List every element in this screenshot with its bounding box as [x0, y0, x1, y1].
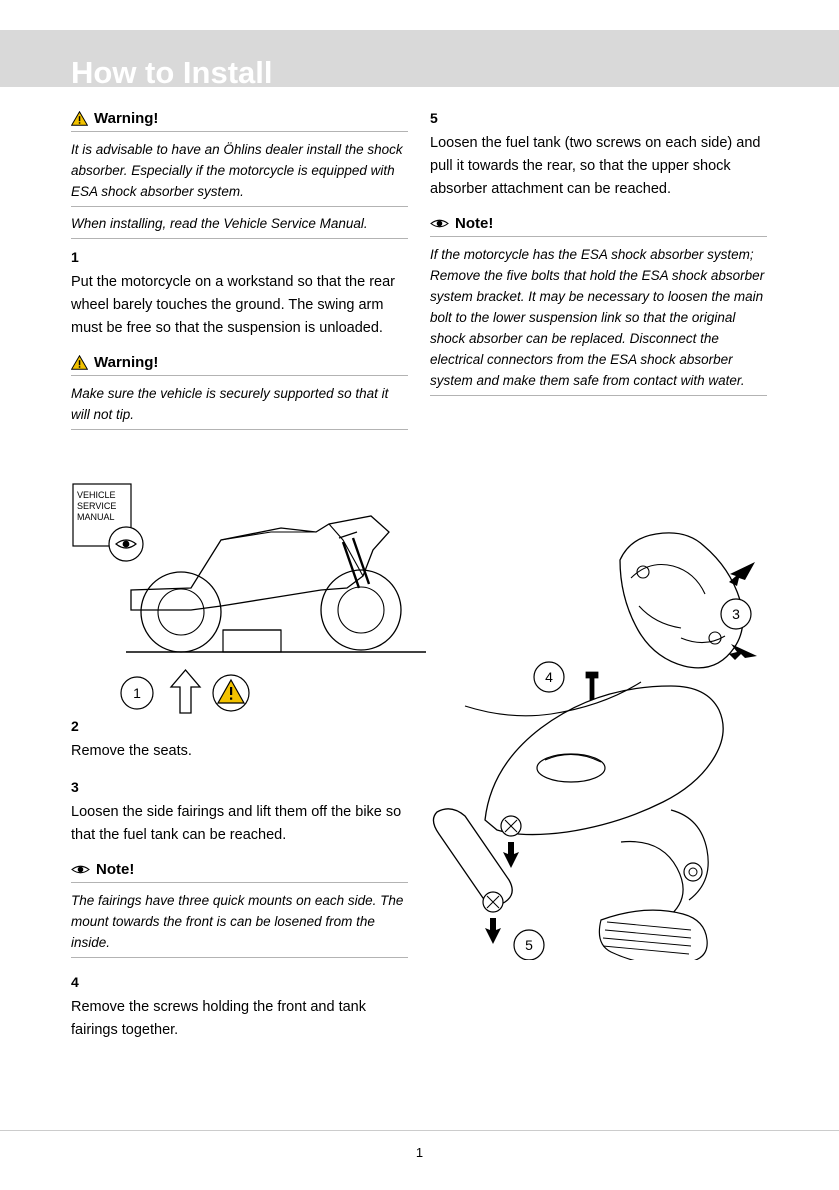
svg-text:SERVICE: SERVICE — [77, 501, 117, 511]
step-number-4: 4 — [71, 974, 79, 990]
divider — [71, 429, 408, 430]
step-number-2: 2 — [71, 718, 79, 734]
step-text-4: Remove the screws holding the front and tank fairings together. — [71, 999, 366, 1038]
note-label-2: Note! — [455, 215, 494, 232]
warning-label-1: Warning! — [94, 110, 159, 127]
figure-callouts-left — [118, 665, 318, 726]
right-column — [430, 110, 767, 402]
svg-text:4: 4 — [545, 669, 553, 685]
service-manual-note: When installing, read the Vehicle Service Manual. — [71, 216, 368, 231]
divider — [71, 206, 408, 207]
divider — [71, 375, 408, 376]
note-text-2: If the motorcycle has the ESA shock absorber system; Remove the five bolts that hold the ESA shock absorber system bracket. It may be necessary to loosen the main bolt to the lower suspension link so that the original shock absorber can be replaced. Disconnect the electrical connectors from the ESA shock absorber system and make them safe from contact with water. — [430, 247, 765, 388]
step-text-3: Loosen the side fairings and lift them off the bike so that the fuel tank can be reached. — [71, 804, 402, 843]
step-text-5: Loosen the fuel tank (two screws on each side) and pull it towards the rear, so that the upper shock absorber attachment can be reached. — [430, 135, 761, 197]
divider — [71, 238, 408, 239]
svg-text:5: 5 — [525, 937, 533, 953]
warning-heading-2 — [71, 354, 408, 373]
footer-divider — [0, 1130, 839, 1131]
warning-heading-1 — [71, 110, 408, 129]
step-number-5: 5 — [430, 110, 438, 126]
divider — [71, 957, 408, 958]
divider — [430, 236, 767, 237]
step-text-1: Put the motorcycle on a workstand so that the rear wheel barely touches the ground. The swing arm must be free so that the suspension is unloaded. — [71, 274, 395, 336]
note-heading-2 — [430, 215, 767, 234]
step-number-3: 3 — [71, 779, 79, 795]
divider — [71, 131, 408, 132]
note-label-1: Note! — [96, 861, 135, 878]
svg-text:VEHICLE: VEHICLE — [77, 490, 116, 500]
warning-label-2: Warning! — [94, 354, 159, 371]
left-column — [71, 110, 408, 436]
warning-text-1: It is advisable to have an Öhlins dealer install the shock absorber. Especially if the motorcycle is equipped with ESA shock absorber system. — [71, 142, 403, 199]
svg-text:MANUAL: MANUAL — [77, 512, 115, 522]
warning-triangle-icon — [71, 111, 88, 126]
svg-text:1: 1 — [133, 685, 141, 701]
eye-icon — [430, 217, 449, 230]
warning-triangle-icon — [71, 355, 88, 370]
note-heading-1 — [71, 861, 408, 880]
divider — [430, 395, 767, 396]
step-number-1: 1 — [71, 249, 79, 265]
warning-text-2: Make sure the vehicle is securely supported so that it will not tip. — [71, 386, 389, 422]
page-title: How to Install — [71, 55, 273, 90]
page-number: 1 — [415, 1145, 424, 1160]
note-text-1: The fairings have three quick mounts on each side. The mount towards the front is can be losened from the inside. — [71, 893, 404, 950]
left-column-lower — [71, 718, 408, 1042]
eye-icon — [71, 863, 90, 876]
svg-text:3: 3 — [732, 606, 740, 622]
figure-fuel-tank — [425, 520, 825, 960]
divider — [71, 882, 408, 883]
step-text-2: Remove the seats. — [71, 743, 192, 759]
